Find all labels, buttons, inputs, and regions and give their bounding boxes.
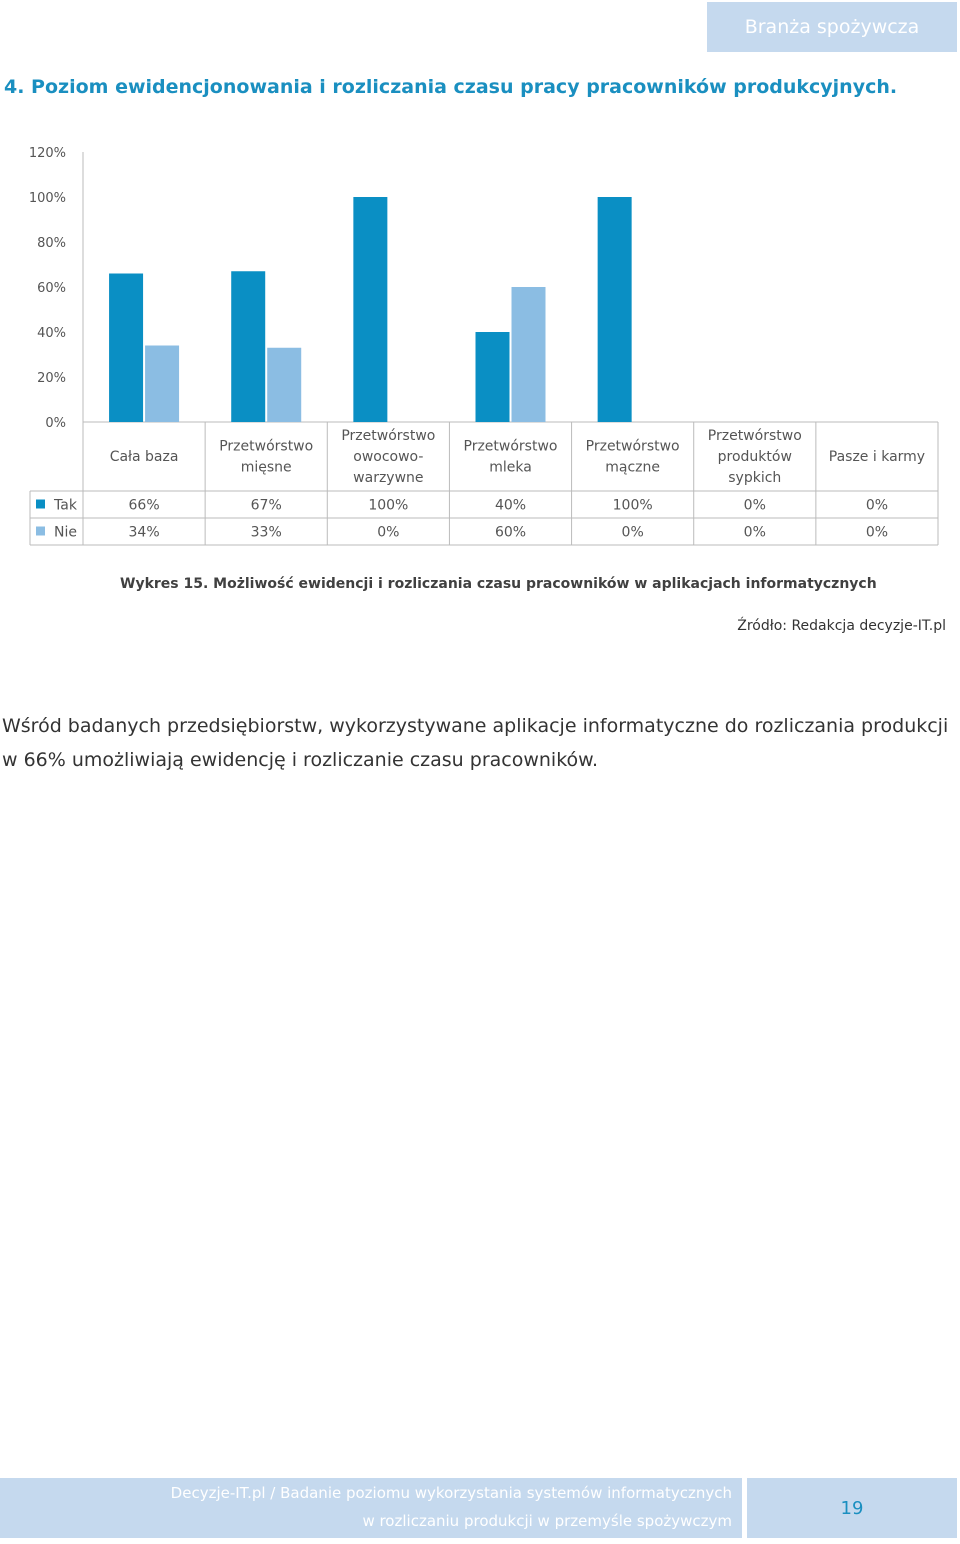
bar-nie — [512, 287, 546, 422]
header-badge: Branża spożywcza — [707, 2, 957, 52]
y-tick-label: 0% — [45, 416, 66, 431]
legend-swatch-tak — [36, 500, 45, 509]
footer-line-2: w rozliczaniu produkcji w przemyśle spożywczym — [362, 1512, 732, 1530]
y-tick-label: 120% — [28, 146, 66, 161]
data-label: 0% — [865, 497, 889, 514]
category-label: mleka — [489, 459, 532, 476]
data-label: 60% — [494, 524, 527, 541]
section-title: 4. Poziom ewidencjonowania i rozliczania czasu pracy pracowników produkcyjnych. — [4, 76, 898, 98]
footer-line-1: Decyzje-IT.pl / Badanie poziomu wykorzystania systemów informatycznych — [170, 1484, 732, 1502]
y-tick-label: 100% — [28, 191, 66, 206]
y-tick-label: 40% — [37, 326, 66, 341]
category-label: mięsne — [240, 459, 292, 476]
category-label: Przetwórstwo — [341, 428, 436, 444]
data-label: 0% — [377, 524, 400, 541]
legend-label-tak: Tak — [54, 497, 77, 514]
bar-chart — [0, 130, 945, 555]
bar-tak — [353, 197, 387, 422]
y-tick-label: 20% — [37, 371, 66, 386]
data-label: 40% — [494, 497, 527, 514]
data-label: 100% — [368, 497, 409, 514]
data-label: 100% — [612, 497, 653, 514]
data-label: 33% — [250, 524, 282, 541]
chart-source: Źródło: Redakcja decyzje-IT.pl — [737, 618, 946, 634]
y-tick-label: 80% — [37, 236, 66, 251]
data-label: 0% — [865, 524, 889, 541]
bar-nie — [267, 348, 301, 422]
category-label: Przetwórstwo — [219, 438, 314, 455]
category-label: Pasze i karmy — [828, 449, 926, 465]
footer-title — [0, 1478, 742, 1538]
category-label: warzywne — [353, 470, 424, 486]
category-label: Cała baza — [109, 449, 179, 465]
data-label: 66% — [128, 497, 160, 514]
bar-nie — [145, 346, 179, 423]
category-label: mączne — [605, 459, 661, 476]
category-label: Przetwórstwo — [463, 438, 558, 455]
bar-tak — [231, 271, 265, 422]
data-label: 67% — [250, 497, 282, 514]
data-label: 0% — [621, 524, 644, 541]
legend-label-nie: Nie — [54, 524, 77, 541]
y-tick-label: 60% — [37, 281, 66, 296]
category-label: sypkich — [728, 470, 782, 486]
data-label: 0% — [743, 497, 766, 514]
bar-tak — [109, 274, 143, 423]
bar-tak — [476, 332, 510, 422]
chart-caption: Wykres 15. Możliwość ewidencji i rozliczania czasu pracowników w aplikacjach informatycznych — [120, 576, 877, 592]
category-label: Przetwórstwo — [585, 438, 680, 455]
page-number: 19 — [747, 1478, 957, 1538]
data-label: 0% — [743, 524, 766, 541]
category-label: Przetwórstwo — [707, 428, 802, 444]
category-label: produktów — [717, 449, 792, 465]
bar-tak — [598, 197, 632, 422]
data-label: 34% — [128, 524, 160, 541]
legend-swatch-nie — [36, 527, 45, 536]
category-label: owocowo- — [353, 449, 424, 465]
body-paragraph: Wśród badanych przedsiębiorstw, wykorzystywane aplikacje informatyczne do rozliczania produkcji w 66% umożliwiają ewidencję i rozliczanie czasu pracowników. — [2, 715, 949, 771]
